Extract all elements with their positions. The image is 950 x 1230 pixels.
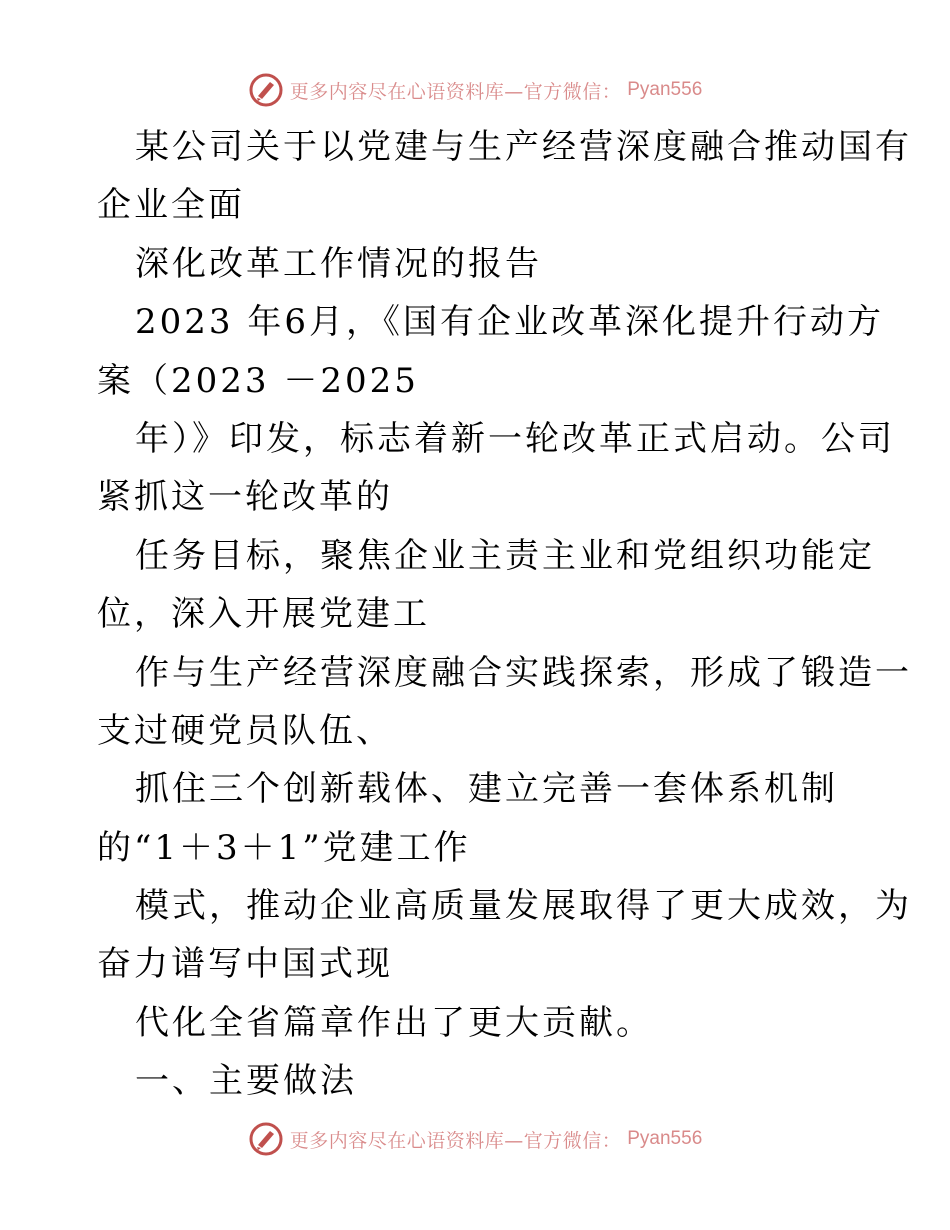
footer-banner-text: 更多内容尽在心语资料库—官方微信： — [289, 1129, 622, 1152]
text-line: 代化全省篇章作出了更大贡献。 — [135, 1002, 653, 1043]
text-line: 年）》印发，标志着新一轮改革正式启动。公司 — [135, 418, 895, 459]
logo-icon — [248, 1121, 284, 1157]
section-heading: 一、主要做法 — [135, 1061, 357, 1102]
header-banner-text: 更多内容尽在心语资料库—官方微信： — [289, 80, 622, 103]
text-line: 案（2023 －2025 — [97, 360, 419, 401]
document-body — [97, 118, 912, 1111]
header-watermark-banner — [0, 68, 950, 112]
text-line: 某公司关于以党建与生产经营深度融合推动国有 — [135, 127, 912, 167]
text-line: 位，深入开展党建工 — [97, 594, 430, 635]
text-line: 的“1＋3＋1”党建工作 — [97, 827, 471, 868]
footer-banner-id: Pyan556 — [627, 1128, 703, 1149]
text-line: 模式，推动企业高质量发展取得了更大成效，为 — [135, 886, 912, 927]
header-banner-id: Pyan556 — [627, 79, 703, 100]
text-line: 作与生产经营深度融合实践探索，形成了锻造一 — [135, 652, 912, 693]
text-line: 奋力谱写中国式现 — [97, 944, 393, 985]
text-line: 企业全面 — [97, 185, 245, 226]
footer-watermark-banner — [0, 1117, 950, 1161]
text-line: 紧抓这一轮改革的 — [97, 477, 393, 518]
logo-icon — [248, 72, 284, 108]
text-line: 支过硬党员队伍、 — [97, 710, 393, 751]
text-line: 任务目标，聚焦企业主责主业和党组织功能定 — [135, 535, 875, 576]
text-line: 深化改革工作情况的报告 — [135, 243, 542, 284]
text-line: 抓住三个创新载体、建立完善一套体系机制 — [135, 769, 838, 810]
text-line: 2023 年6月，《国有企业改革深化提升行动方 — [135, 302, 884, 343]
